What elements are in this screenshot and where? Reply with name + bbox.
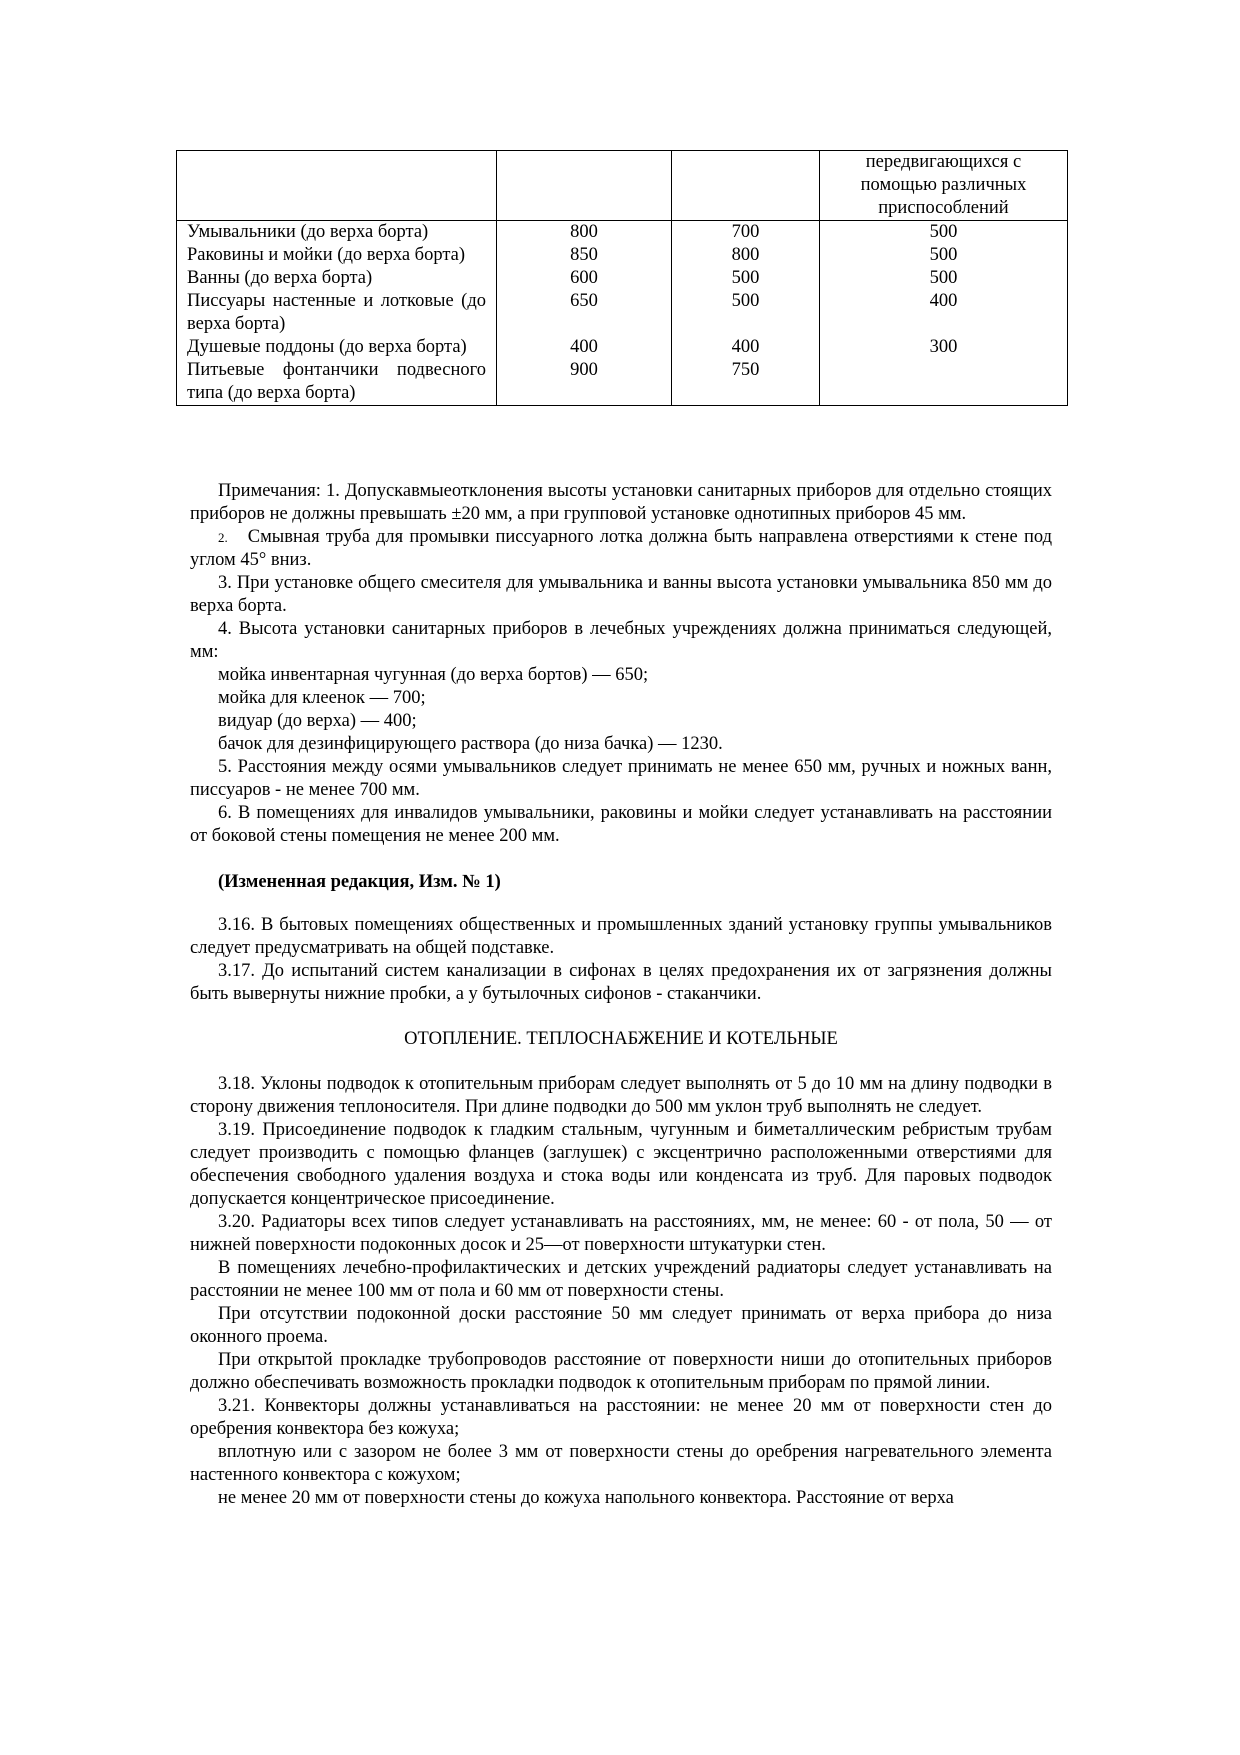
row-value: 600 bbox=[497, 267, 672, 290]
clause-3-20-paragraph: При открытой прокладке трубопроводов расстояние от поверхности ниши до отопительных приборов должно обеспечивать возможность прокладки подводок к отопительным приборам по прямой линии. bbox=[190, 1350, 1052, 1393]
row-value: 300 bbox=[820, 336, 1068, 359]
note-2-text: Смывная труба для промывки писсуарного лотка должна быть направлена отверстиями к стене под углом 45° вниз. bbox=[190, 527, 1052, 570]
table-row bbox=[177, 221, 1068, 245]
note-2-number: 2. bbox=[218, 530, 228, 545]
table-row bbox=[177, 244, 1068, 267]
table-row bbox=[177, 359, 1068, 406]
clause-3-21: 3.21. Конвекторы должны устанавливаться на расстоянии: не менее 20 мм от поверхности стен до оребрения конвектора без кожуха; bbox=[190, 1396, 1052, 1439]
note-6: 6. В помещениях для инвалидов умывальники, раковины и мойки следует устанавливать на расстоянии от боковой стены помещения не менее 200 мм. bbox=[190, 803, 1052, 846]
note-5: 5. Расстояния между осями умывальников следует принимать не менее 650 мм, ручных и ножных ванн, писсуаров - не менее 700 мм. bbox=[190, 757, 1052, 800]
row-value: 800 bbox=[672, 244, 820, 267]
row-value: 700 bbox=[672, 221, 820, 245]
row-label: Душевые поддоны (до верха борта) bbox=[177, 336, 497, 359]
note-2 bbox=[190, 526, 1052, 572]
row-value: 500 bbox=[820, 221, 1068, 245]
row-value: 400 bbox=[820, 290, 1068, 336]
note-1: Примечания: 1. Допускавмыеотклонения высоты установки санитарных приборов для отдельно стоящих приборов не должны превышать ±20 мм, а при групповой установке однотипных приборов 45 мм. bbox=[190, 481, 1052, 524]
clause-3-17: 3.17. До испытаний систем канализации в сифонах в целях предохранения их от загрязнения должны быть вывернуты нижние пробки, а у бутылочных сифонов - стаканчики. bbox=[190, 961, 1052, 1004]
table-row bbox=[177, 267, 1068, 290]
document-body bbox=[190, 480, 1052, 1510]
row-value: 500 bbox=[672, 290, 820, 336]
row-value: 900 bbox=[497, 359, 672, 406]
fixture-height-table bbox=[176, 150, 1068, 406]
header-cell-4: передвигающихся с помощью различных приспособлений bbox=[820, 151, 1068, 221]
row-label: Ванны (до верха борта) bbox=[177, 267, 497, 290]
row-label: Умывальники (до верха борта) bbox=[177, 221, 497, 245]
header-cell-3 bbox=[672, 151, 820, 221]
row-value: 850 bbox=[497, 244, 672, 267]
row-value: 500 bbox=[820, 267, 1068, 290]
note-4-item: видуар (до верха) — 400; bbox=[218, 711, 417, 731]
clause-3-18: 3.18. Уклоны подводок к отопительным приборам следует выполнять от 5 до 10 мм на длину подводки в сторону движения теплоносителя. При длине подводки до 500 мм уклон труб выполнять не следует. bbox=[190, 1074, 1052, 1117]
clause-3-21-paragraph: вплотную или с зазором не более 3 мм от поверхности стены до оребрения нагревательного элемента настенного конвектора с кожухом; bbox=[190, 1442, 1052, 1485]
clause-3-20-paragraph: При отсутствии подоконной доски расстояние 50 мм следует принимать от верха прибора до низа оконного проема. bbox=[190, 1304, 1052, 1347]
note-3: 3. При установке общего смесителя для умывальника и ванны высота установки умывальника 850 мм до верха борта. bbox=[190, 573, 1052, 616]
row-value: 400 bbox=[497, 336, 672, 359]
row-value: 650 bbox=[497, 290, 672, 336]
clause-3-21-paragraph: не менее 20 мм от поверхности стены до кожуха напольного конвектора. Расстояние от верха bbox=[218, 1488, 954, 1508]
note-4-item: мойка инвентарная чугунная (до верха бортов) — 650; bbox=[218, 665, 649, 685]
table-header-row bbox=[177, 151, 1068, 221]
row-value: 500 bbox=[820, 244, 1068, 267]
row-value bbox=[820, 359, 1068, 406]
clause-3-20: 3.20. Радиаторы всех типов следует устанавливать на расстояниях, мм, не менее: 60 - от пола, 50 — от нижней поверхности подоконных досок и 25—от поверхности штукатурки стен. bbox=[190, 1212, 1052, 1255]
table-row bbox=[177, 290, 1068, 336]
section-heading: ОТОПЛЕНИЕ. ТЕПЛОСНАБЖЕНИЕ И КОТЕЛЬНЫЕ bbox=[404, 1029, 838, 1049]
note-4-item: бачок для дезинфицирующего раствора (до низа бачка) — 1230. bbox=[218, 734, 723, 754]
note-4: 4. Высота установки санитарных приборов в лечебных учреждениях должна приниматься следующей, мм: bbox=[190, 619, 1052, 662]
clause-3-20-paragraph: В помещениях лечебно-профилактических и детских учреждений радиаторы следует устанавливать на расстоянии не менее 100 мм от пола и 60 мм от поверхности стены. bbox=[190, 1258, 1052, 1301]
row-label: Питьевые фонтанчики подвесного типа (до верха борта) bbox=[177, 359, 497, 406]
clause-3-19: 3.19. Присоединение подводок к гладким стальным, чугунным и биметаллическим ребристым трубам следует производить с помощью фланцев (заглушек) с эксцентрично расположенными отверстиями для обеспечения свободного удаления воздуха и стока воды или конденсата из труб. Для паровых подводок допускается концентрическое присоединение. bbox=[190, 1120, 1052, 1209]
clause-3-16: 3.16. В бытовых помещениях общественных и промышленных зданий установку группы умывальников следует предусматривать на общей подставке. bbox=[190, 915, 1052, 958]
row-value: 400 bbox=[672, 336, 820, 359]
table-row bbox=[177, 336, 1068, 359]
row-label: Раковины и мойки (до верха борта) bbox=[177, 244, 497, 267]
row-label: Писсуары настенные и лотковые (до верха борта) bbox=[177, 290, 497, 336]
note-4-item: мойка для клеенок — 700; bbox=[218, 688, 426, 708]
header-cell-2 bbox=[497, 151, 672, 221]
row-value: 500 bbox=[672, 267, 820, 290]
amendment-note: (Измененная редакция, Изм. № 1) bbox=[218, 872, 501, 892]
row-value: 800 bbox=[497, 221, 672, 245]
header-cell-1 bbox=[177, 151, 497, 221]
row-value: 750 bbox=[672, 359, 820, 406]
